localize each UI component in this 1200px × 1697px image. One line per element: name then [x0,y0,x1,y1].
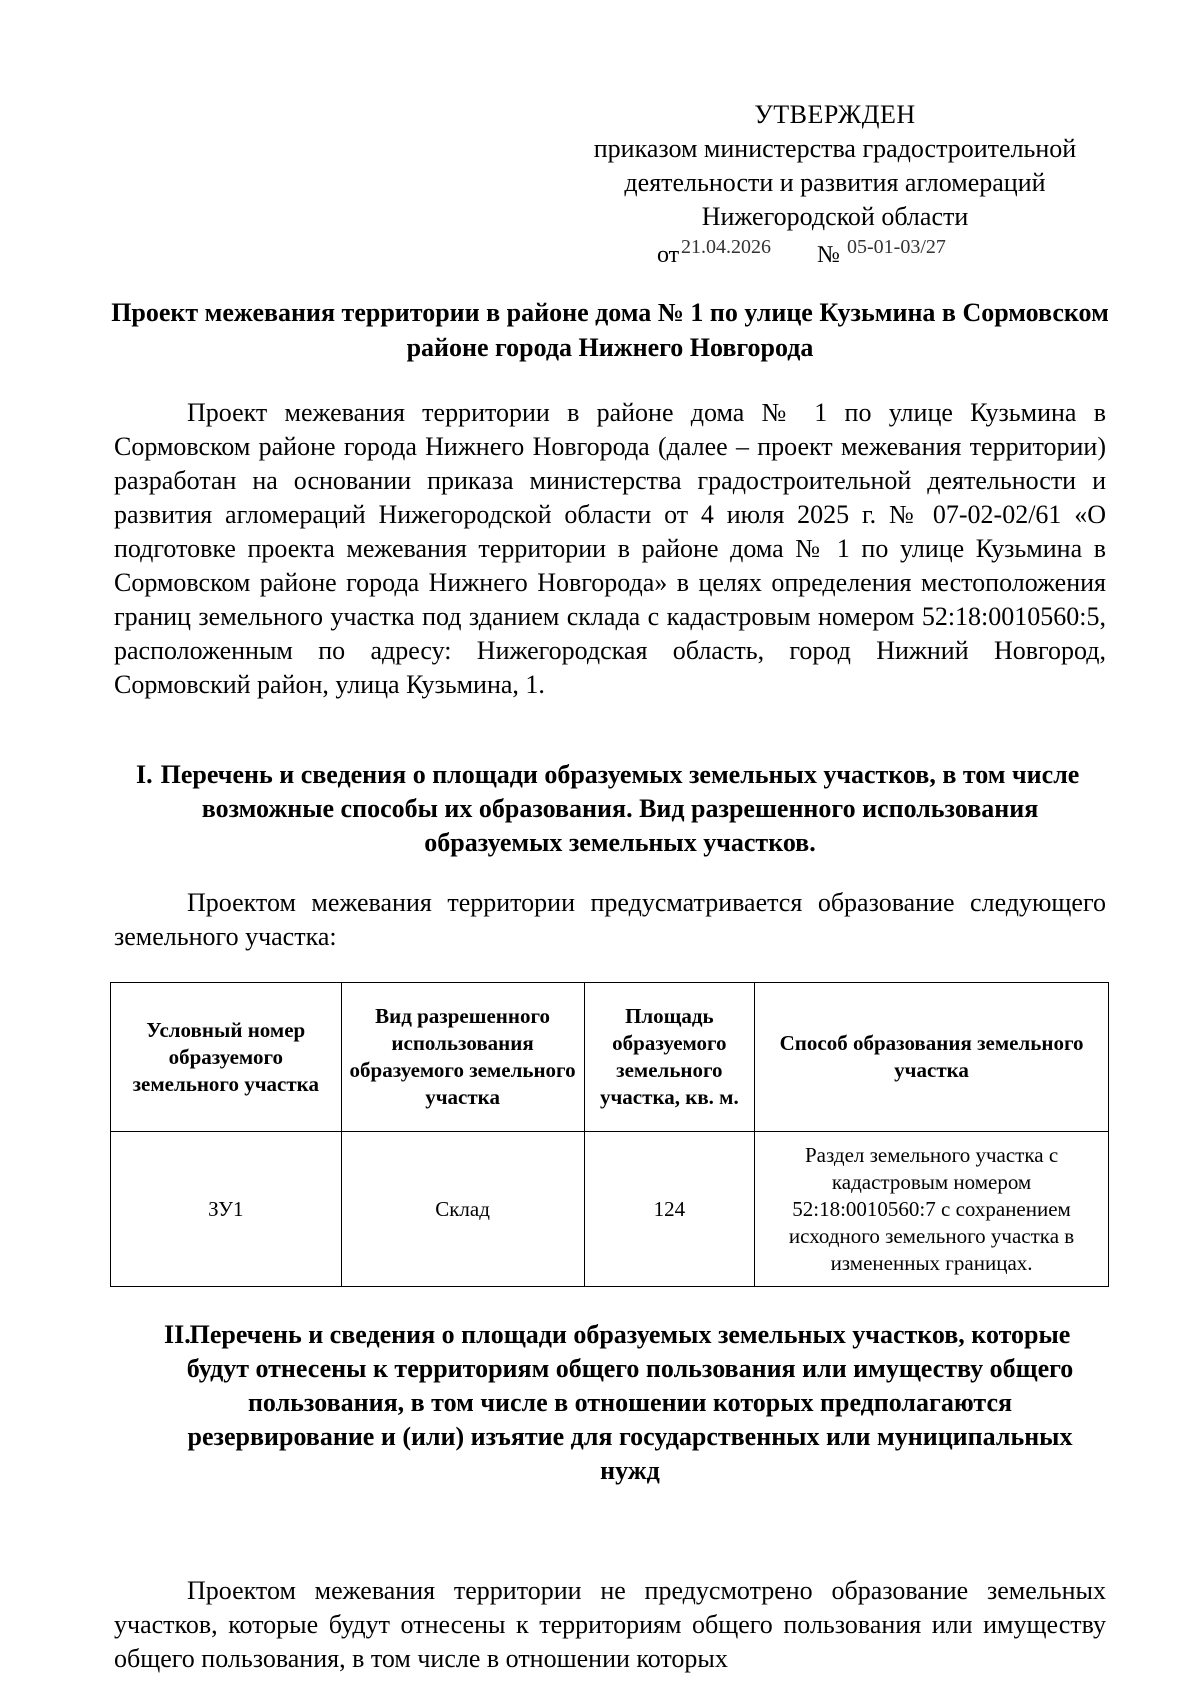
order-number: 05-01-03/27 [847,236,946,258]
document-title: Проект межевания территории в районе дома № 1 по улице Кузьмина в Сормовском районе города Нижнего Новгорода [111,298,1109,362]
table-header-cell: Способ образования земельного участка [755,983,1109,1132]
table-cell-number: ЗУ1 [111,1132,342,1287]
section-1-heading [130,758,1110,860]
intro-paragraph: Проект межевания территории в районе дома № 1 по улице Кузьмина в Сормовском районе города Нижнего Новгорода (далее – проект межевания территории) разработан на основании приказа министерства градостроительной деятельности и развития агломераций Нижегородской области от 4 июля 2025 г. № 07-02-02/61 «О подготовке проекта межевания территории в районе дома № 1 по улице Кузьмина в Сормовском районе города Нижнего Новгорода» в целях определения местоположения границ земельного участка под зданием склада с кадастровым номером 52:18:0010560:5, расположенным по адресу: Нижегородская область, город Нижний Новгород, Сормовский район, улица Кузьмина, 1. [114,398,1106,699]
table-header-cell: Условный номер образуемого земельного участка [111,983,342,1132]
section-2-number: II. [164,1320,191,1349]
table-header-cell: Вид разрешенного использования образуемого земельного участка [341,983,584,1132]
table-row [111,1132,1109,1287]
section-2-heading [160,1318,1100,1488]
section-2-heading-text: Перечень и сведения о площади образуемых земельных участков, которые будут отнесены к территориям общего пользования или имуществу общего пользования, в том числе в отношении которых предполагаются резервирование и (или) изъятие для государственных или муниципальных нужд [186,1320,1074,1485]
section-1-heading-text: Перечень и сведения о площади образуемых земельных участков, в том числе возможные способы их образования. Вид разрешенного использования образуемых земельных участков. [160,760,1080,857]
table-cell-use: Склад [341,1132,584,1287]
table-header-cell: Площадь образуемого земельного участка, кв. м. [584,983,755,1132]
order-reference [555,232,1115,268]
table-header-row [111,983,1109,1132]
approval-line-3: Нижегородской области [701,202,969,231]
order-number-label: № [817,242,840,268]
order-from-label: от [657,242,680,268]
order-date: 21.04.2026 [681,236,771,258]
approval-block [555,98,1115,268]
section-2-paragraph: Проектом межевания территории не предусмотрено образование земельных участков, которые будут отнесены к территориям общего пользования или имуществу общего пользования, в том числе в отношении которых [114,1576,1106,1673]
table-cell-area: 124 [584,1132,755,1287]
section-1-paragraph: Проектом межевания территории предусматривается образование следующего земельного участка: [114,888,1106,951]
approval-line-2: деятельности и развития агломераций [624,168,1046,197]
table-cell-method: Раздел земельного участка с кадастровым номером 52:18:0010560:7 с сохранением исходного земельного участка в измененных границах. [755,1132,1109,1287]
land-plots-table [110,982,1109,1287]
section-1-number: I. [136,760,153,789]
approval-line-1: приказом министерства градостроительной [593,134,1077,163]
approval-title: УТВЕРЖДЕН [754,100,916,129]
